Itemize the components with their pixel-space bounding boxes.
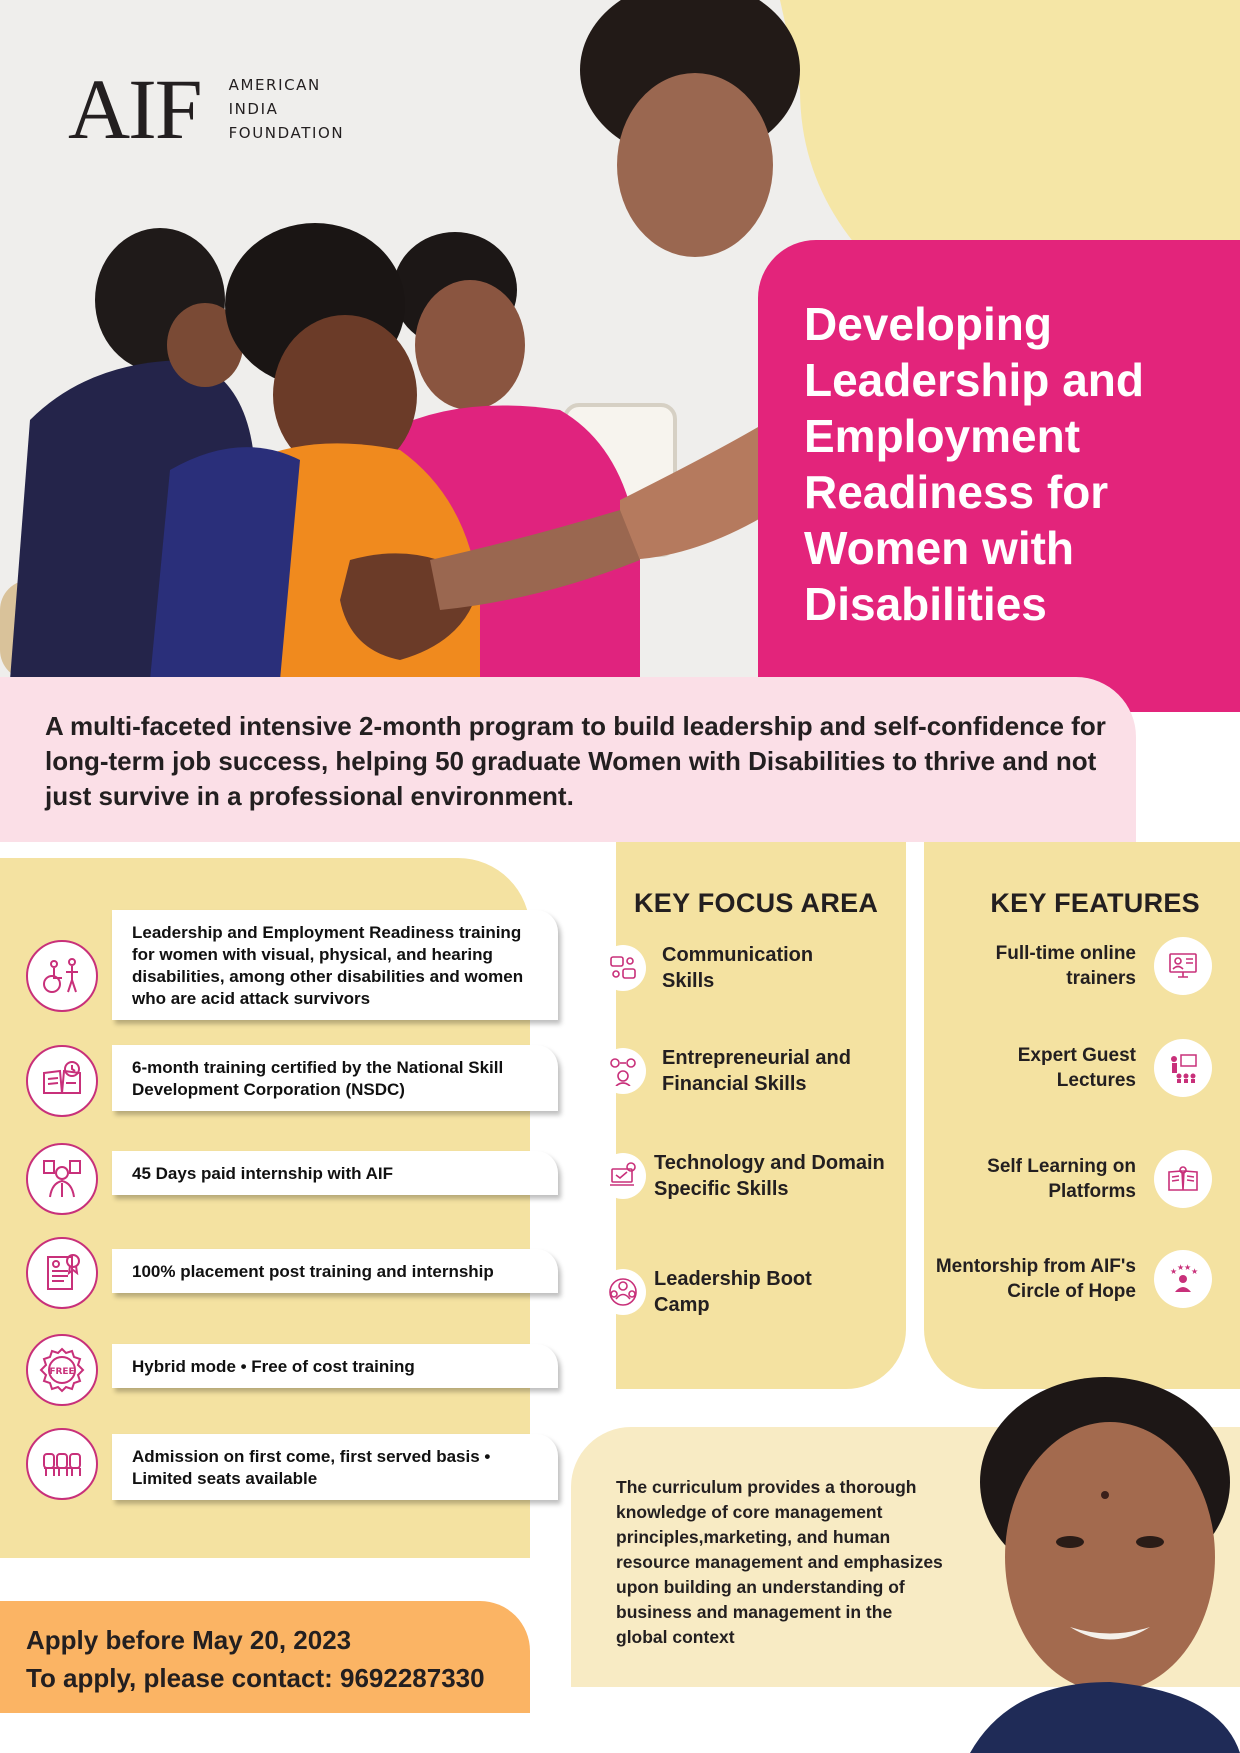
focus-label: Communication Skills xyxy=(662,944,814,992)
lecture-icon xyxy=(1154,1039,1212,1097)
portrait-illustration xyxy=(930,1372,1240,1753)
focus-item xyxy=(600,942,862,994)
apply-deadline: Apply before May 20, 2023 xyxy=(26,1625,352,1655)
focus-heading: KEY FOCUS AREA xyxy=(634,888,879,918)
title-panel xyxy=(758,240,1240,712)
svg-text:★: ★ xyxy=(1184,1263,1192,1272)
svg-text:★: ★ xyxy=(1170,1267,1178,1276)
intro-text: A multi-faceted intensive 2-month program to build leadership and self-confidence for long-term job success, helping 50 graduate Women with Disabilities to thrive and not just survive in a professional environment. xyxy=(45,711,1106,811)
apply-box xyxy=(0,1601,530,1713)
logo-mark: AIF xyxy=(68,61,201,157)
benefit-card: Hybrid mode • Free of cost training xyxy=(112,1344,558,1388)
logo-wordmark xyxy=(229,73,345,145)
book-clock-icon xyxy=(26,1045,98,1117)
benefit-card: 100% placement post training and internship xyxy=(112,1249,558,1293)
benefit-card: Admission on first come, first served basis • Limited seats available xyxy=(112,1434,558,1500)
leadership-icon xyxy=(600,1269,646,1315)
online-trainer-icon xyxy=(1154,937,1212,995)
focus-item xyxy=(600,1045,892,1097)
key-features-panel xyxy=(924,842,1240,1389)
seats-icon xyxy=(26,1428,98,1500)
feature-label: Mentorship from AIF's Circle of Hope xyxy=(935,1256,1136,1302)
feature-label: Expert Guest Lectures xyxy=(1017,1045,1136,1091)
feature-item xyxy=(926,1250,1212,1308)
intern-icon xyxy=(26,1143,98,1215)
mentorship-icon xyxy=(1154,1250,1212,1308)
focus-label: Leadership Boot Camp xyxy=(654,1268,812,1316)
portrait-photo xyxy=(930,1372,1240,1753)
free-badge-text: FREE xyxy=(49,1367,75,1377)
apply-contact[interactable]: To apply, please contact: 9692287330 xyxy=(26,1663,485,1693)
feature-label: Self Learning on Platforms xyxy=(987,1156,1136,1202)
technology-icon xyxy=(600,1153,646,1199)
focus-label: Entrepreneurial and Financial Skills xyxy=(662,1047,851,1095)
features-heading: KEY FEATURES xyxy=(990,888,1200,918)
focus-item xyxy=(600,1266,854,1318)
logo-line: FOUNDATION xyxy=(228,124,345,142)
benefit-card: 45 Days paid internship with AIF xyxy=(112,1151,558,1195)
free-badge-icon xyxy=(26,1334,98,1406)
feature-label: Full-time online trainers xyxy=(995,943,1136,989)
key-focus-panel xyxy=(616,842,906,1389)
feature-item xyxy=(976,1150,1212,1208)
curriculum-text: The curriculum provides a thorough knowledge of core management principles,marketing, and human resource management and emphasizes upon building an understanding of business and management in the global context xyxy=(616,1477,943,1647)
benefit-card: Leadership and Employment Readiness training for women with visual, physical, and hearing disabilities, among other disabilities and women who are acid attack survivors xyxy=(112,910,558,1020)
feature-item xyxy=(966,937,1212,995)
inclusion-icon xyxy=(26,940,98,1012)
aif-logo xyxy=(68,61,345,157)
benefit-card: 6-month training certified by the National Skill Development Corporation (NSDC) xyxy=(112,1045,558,1111)
svg-text:★: ★ xyxy=(1177,1263,1185,1272)
certificate-icon xyxy=(26,1237,98,1309)
focus-item xyxy=(600,1150,894,1202)
focus-label: Technology and Domain Specific Skills xyxy=(654,1152,885,1200)
finance-icon xyxy=(600,1048,646,1094)
program-title: Developing Leadership and Employment Readiness for Women with Disabilities xyxy=(804,298,1144,630)
communication-icon xyxy=(600,945,646,991)
svg-text:★: ★ xyxy=(1191,1267,1199,1276)
logo-line: AMERICAN xyxy=(228,76,321,94)
self-learning-icon xyxy=(1154,1150,1212,1208)
feature-item xyxy=(966,1039,1212,1097)
logo-line: INDIA xyxy=(228,100,279,118)
intro-band xyxy=(0,677,1136,842)
